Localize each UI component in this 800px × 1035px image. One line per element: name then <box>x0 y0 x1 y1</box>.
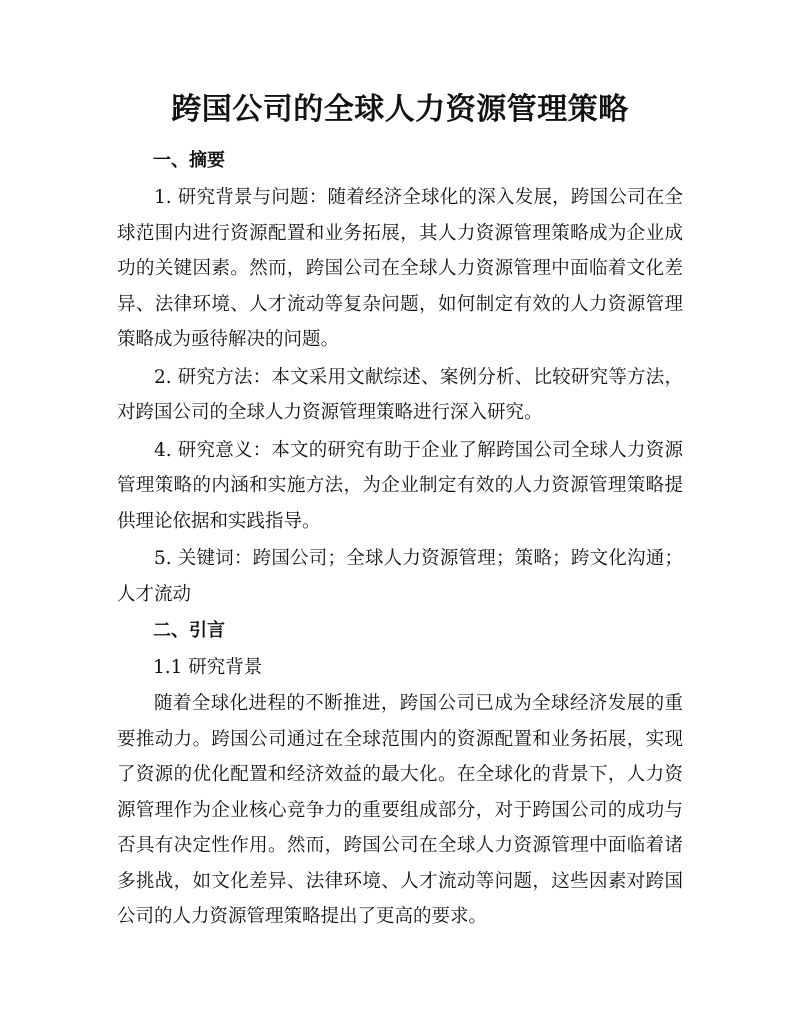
subsection-heading-background: 1.1 研究背景 <box>153 657 263 678</box>
abstract-paragraph-keywords: 5. 关键词：跨国公司；全球人力资源管理；策略；跨文化沟通；人才流动 <box>117 548 683 605</box>
intro-paragraph: 随着全球化进程的不断推进，跨国公司已成为全球经济发展的重要推动力。跨国公司通过在全球范围内的资源配置和业务拓展，实现了资源的优化配置和经济效益的最大化。在全球化的背景下，人力资源管理作为企业核心竞争力的重要组成部分，对于跨国公司的成功与否具有决定性作用。然而，跨国公司在全球人力资源管理中面临着诸多挑战，如文化差异、法律环境、人才流动等问题，这些因素对跨国公司的人力资源管理策略提出了更高的要求。 <box>117 693 683 927</box>
document-title: 跨国公司的全球人力资源管理策略 <box>171 92 629 127</box>
document-body <box>117 142 683 935</box>
abstract-paragraph-background: 1. 研究背景与问题：随着经济全球化的深入发展，跨国公司在全球范围内进行资源配置和业务拓展，其人力资源管理策略成为企业成功的关键因素。然而，跨国公司在全球人力资源管理中面临着文化差异、法律环境、人才流动等复杂问题，如何制定有效的人力资源管理策略成为亟待解决的问题。 <box>117 187 683 350</box>
abstract-paragraph-method: 2. 研究方法：本文采用文献综述、案例分析、比较研究等方法，对跨国公司的全球人力资源管理策略进行深入研究。 <box>117 366 683 423</box>
abstract-paragraph-significance: 4. 研究意义：本文的研究有助于企业了解跨国公司全球人力资源管理策略的内涵和实施方法，为企业制定有效的人力资源管理策略提供理论依据和实践指导。 <box>117 439 683 532</box>
section-heading-intro: 二、引言 <box>153 620 225 641</box>
section-heading-abstract: 一、摘要 <box>153 150 225 171</box>
